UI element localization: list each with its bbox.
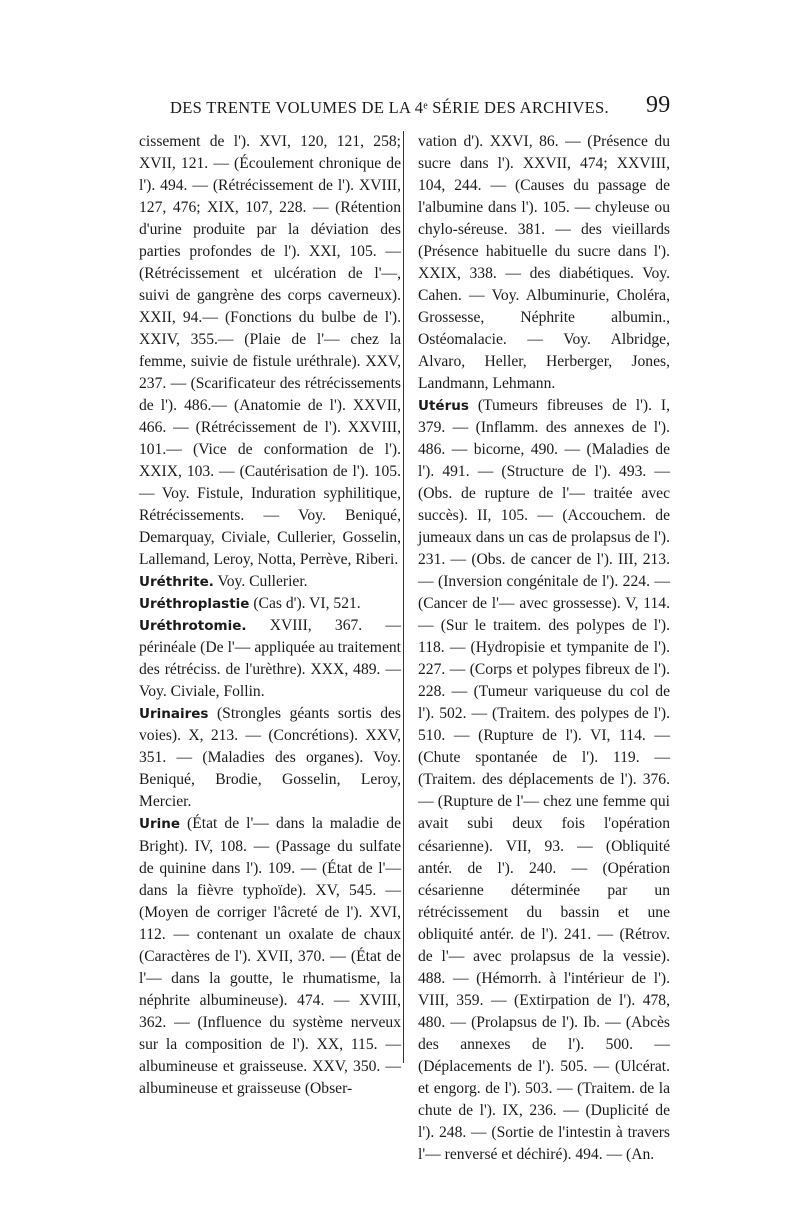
index-entry (418, 131, 670, 395)
right-column (418, 131, 670, 1166)
entry-text: vation d'). XXVI, 86. — (Présence du sucre dans l'). XXVII, 474; XXVIII, 104, 244. — (Causes du passage de l'albumine dans l'). 105. — chyleuse ou chylo-séreuse. 381. — des vieillards (Présence habituelle du sucre dans l'). XXIX, 338. — des diabétiques. Voy. Cahen. — Voy. Albuminurie, Choléra, Grossesse, Néphrite albumin., Ostéomalacie. — Voy. Albridge, Alvaro, Heller, Herberger, Jones, Landmann, Lehmann. (418, 133, 670, 393)
index-entry (139, 813, 401, 1099)
entry-heading: Utérus (418, 398, 469, 415)
entry-text: (Tumeurs fibreuses de l'). I, 379. — (Inflamm. des annexes de l'). 486. — bicorne, 490. — (Maladies de l'). 491. — (Structure de l'). 493. — (Obs. de rupture de l'— traitée avec succès). II, 105. — (Accouchem. de jumeaux dans un cas de prolapsus de l'). 231. — (Obs. de cancer de l'). III, 213. — (Inversion congénitale de l'). 224. — (Cancer de l'— avec grossesse). V, 114. — (Sur le traitem. des polypes de l'). 118. — (Hydropisie et tympanite de l'). 227. — (Corps et polypes fibreux de l'). 228. — (Tumeur variqueuse du col de l'). 502. — (Traitem. des polypes de l'). 510. — (Rupture de l'). VI, 114. — (Chute spontanée de l'). 119. — (Traitem. des déplacements de l'). 376. — (Rupture de l'— chez une femme qui avait subi deux fois l'opération césarienne). VII, 93. — (Obliquité antér. de l'). 240. — (Opération césarienne déterminée par un rétrécissement du bassin et une obliquité antér. de l'). 241. — (Rétrov. de l'— avec prolapsus de la vessie). 488. — (Hémorrh. à l'intérieur de l'). VIII, 359. — (Extirpation de l'). 478, 480. — (Prolapsus de l'). Ib. — (Abcès des annexes de l'). 500. — (Déplacements de l'). 505. — (Ulcérat. et engorg. de l'). 503. — (Traitem. de la chute de l'). IX, 236. — (Duplicité de l'). 248. — (Sortie de l'intestin à travers l'— renversé et déchiré). 494. — (An. (418, 397, 670, 1163)
running-header (170, 92, 671, 126)
index-entry (139, 131, 401, 571)
entry-text: XVIII, 367. — périnéale (De l'— appliquée au traitement des rétréciss. de l'urèthre). XXX, 489. — Voy. Civiale, Follin. (139, 617, 401, 701)
index-entry (139, 593, 401, 615)
entry-heading: Uréthroplastie (139, 596, 250, 613)
entry-heading: Urine (139, 816, 181, 833)
entry-text: cissement de l'). XVI, 120, 121, 258; XVII, 121. — (Écoulement chronique de l'). 494. — (Rétrécissement de l'). XVIII, 127, 476; XIX, 107, 228. — (Rétention d'urine produite par la déviation des parties profondes de l'). XXI, 105. — (Rétrécissement et ulcération de l'—, suivi de gangrène des corps caverneux). XXII, 94.— (Fonctions du bulbe de l'). XXIV, 355.— (Plaie de l'— chez la femme, suivie de fistule uréthrale). XXV, 237. — (Scarificateur des rétrécissements de l'). 486.— (Anatomie de l'). XXVII, 466. — (Rétrécissement de l'). XXVIII, 101.— (Vice de conformation de l'). XXIX, 103. — (Cautérisation de l'). 105. — Voy. Fistule, Induration syphilitique, Rétrécissements. — Voy. Beniqué, Demarquay, Civiale, Cullerier, Gosselin, Lallemand, Leroy, Notta, Perrève, Riberi. (139, 133, 401, 569)
entry-text: (Cas d'). VI, 521. (249, 595, 361, 613)
entry-text: (Strongles géants sortis des voies). X, 213. — (Concrétions). XXV, 351. — (Maladies des organes). Voy. Beniqué, Brodie, Gosselin, Leroy, Mercier. (139, 705, 401, 811)
index-entry (418, 395, 670, 1166)
entry-heading: Uréthrotomie. (139, 618, 247, 635)
page-number: 99 (646, 92, 671, 118)
entry-text: Voy. Cullerier. (213, 573, 308, 591)
entry-heading: Uréthrite. (139, 574, 214, 591)
left-column (139, 131, 401, 1100)
index-entry (139, 703, 401, 813)
header-title: DES TRENTE VOLUMES DE LA 4ᵉ SÉRIE DES ARCHIVES. (170, 98, 609, 117)
column-divider (403, 131, 404, 1063)
entry-heading: Urinaires (139, 706, 209, 723)
entry-text: (État de l'— dans la maladie de Bright). IV, 108. — (Passage du sulfate de quinine dans l'). 109. — (État de l'— dans la fièvre typhoïde). XV, 545. — (Moyen de corriger l'âcreté de l'). XVI, 112. — contenant un oxalate de chaux (Caractères de l'). XVII, 370. — (État de l'— dans la goutte, le rhumatisme, la néphrite albumineuse). 474. — XVIII, 362. — (Influence du système nerveux sur la composition de l'). XX, 115. — albumineuse et graisseuse. XXV, 350. — albumineuse et graisseuse (Obser- (139, 815, 401, 1097)
index-entry (139, 571, 401, 593)
index-entry (139, 615, 401, 703)
